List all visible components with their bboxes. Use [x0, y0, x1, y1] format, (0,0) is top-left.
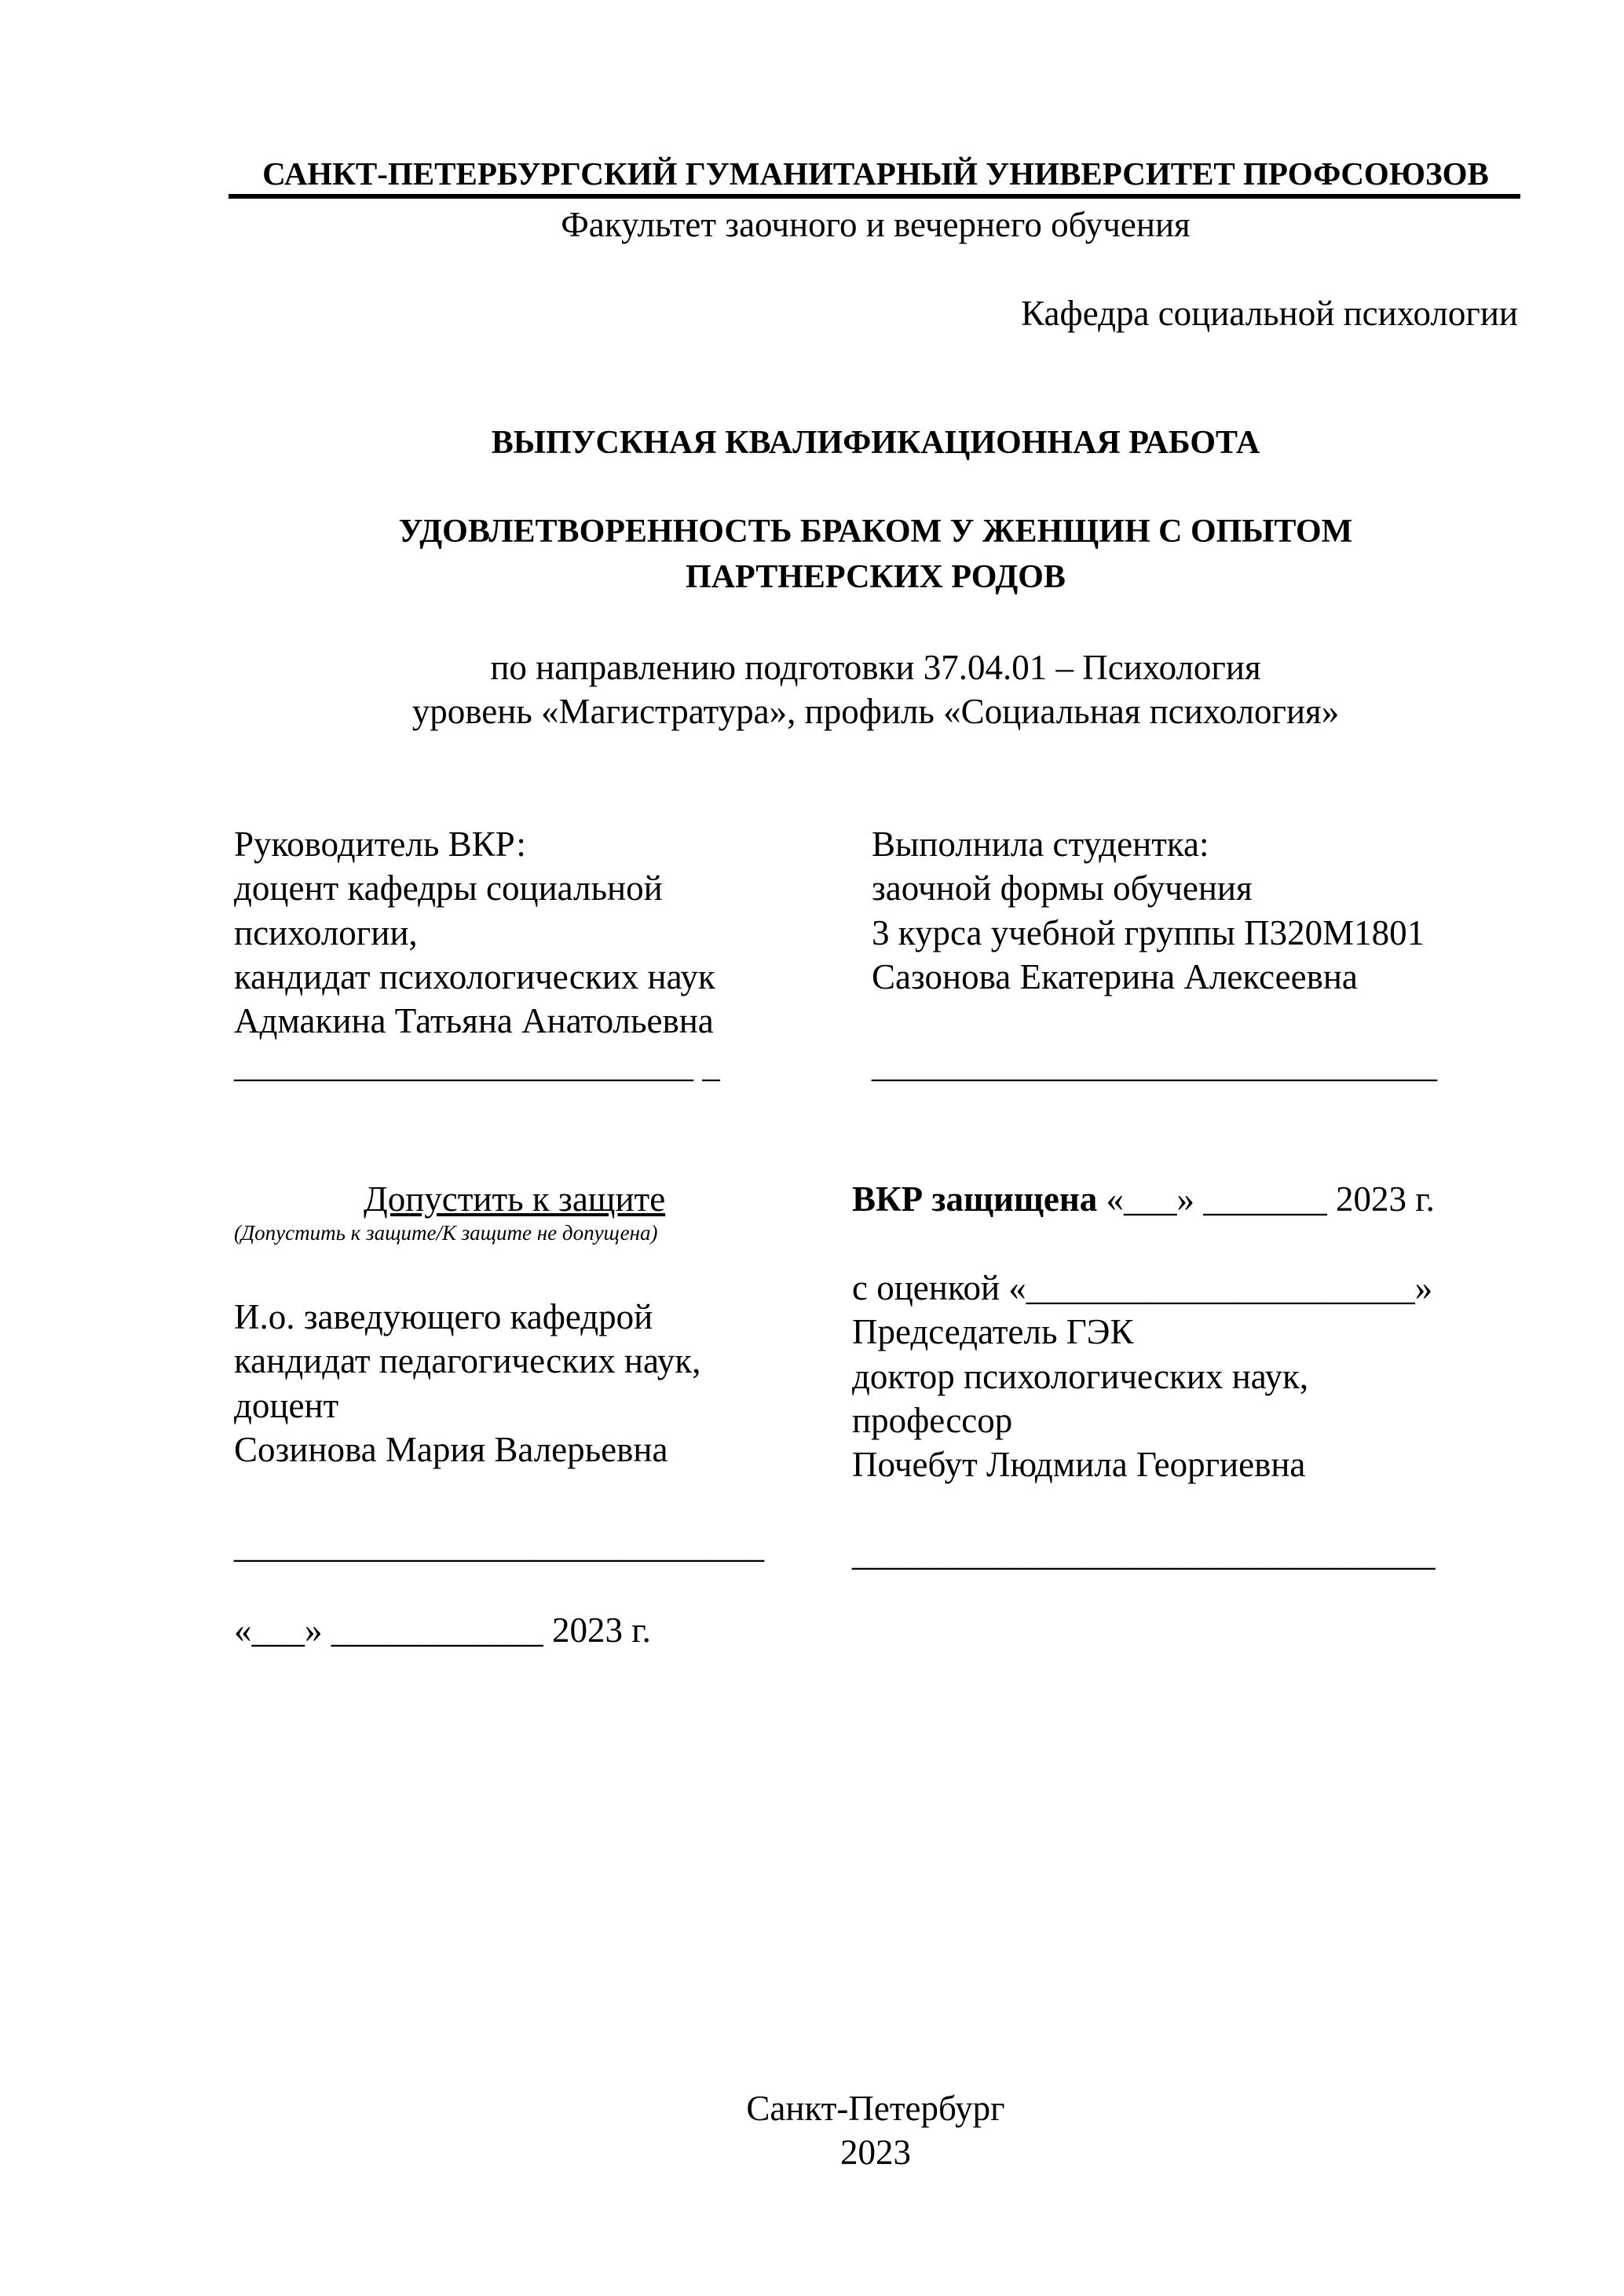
- supervisor-name: Адмакина Татьяна Анатольевна: [234, 1001, 714, 1041]
- topic-line-2: ПАРТНЕРСКИХ РОДОВ: [686, 559, 1066, 595]
- footer-year: 2023: [840, 2133, 911, 2172]
- head-line: И.о. заведующего кафедрой: [234, 1297, 653, 1336]
- supervisor-line: психологии,: [234, 912, 418, 952]
- university-name: САНКТ-ПЕТЕРБУРГСКИЙ ГУМАНИТАРНЫЙ УНИВЕРСИТЕТ ПРОФСОЮЗОВ: [262, 155, 1489, 192]
- supervisor-line: доцент кафедры социальной: [234, 868, 663, 909]
- chair-line: профессор: [852, 1400, 1013, 1440]
- topic-line-1: УДОВЛЕТВОРЕННОСТЬ БРАКОМ У ЖЕНЩИН С ОПЫТОМ: [398, 514, 1353, 550]
- supervisor-line: кандидат психологических наук: [234, 956, 715, 996]
- chair-line: доктор психологических наук,: [852, 1356, 1309, 1396]
- supervisor-line: Руководитель ВКР:: [234, 824, 526, 864]
- defense-grade: с оценкой «______________________»: [852, 1268, 1433, 1307]
- student-block: [872, 822, 1437, 1088]
- chair-signature-line: _________________________________: [852, 1534, 1436, 1573]
- admission-decision: Допустить к защите: [364, 1179, 666, 1219]
- student-name: Сазонова Екатерина Алексеевна: [872, 956, 1358, 996]
- student-line: Выполнила студентка:: [872, 824, 1209, 864]
- header-divider: [229, 194, 1520, 199]
- defense-status: [852, 1177, 1435, 1221]
- defense-label: ВКР защищена: [852, 1179, 1098, 1219]
- head-line: кандидат педагогических наук,: [234, 1341, 701, 1381]
- chair-name: Почебут Людмила Георгиевна: [852, 1445, 1306, 1485]
- head-line: доцент: [234, 1385, 339, 1425]
- admission-date: «___» ____________ 2023 г.: [234, 1610, 651, 1650]
- head-of-department-block: [234, 1295, 700, 1472]
- supervisor-block: [234, 822, 720, 1088]
- student-signature-line: ________________________________: [872, 1045, 1437, 1085]
- department-name: Кафедра социальной психологии: [1021, 294, 1518, 333]
- student-line: 3 курса учебной группы П320М1801: [872, 912, 1425, 952]
- student-line: заочной формы обучения: [872, 868, 1253, 909]
- commission-block: [852, 1266, 1432, 1486]
- direction: по направлению подготовки 37.04.01 – Психология: [490, 648, 1261, 687]
- head-signature-line: ______________________________: [234, 1526, 764, 1565]
- head-name: Созинова Мария Валерьевна: [234, 1429, 668, 1469]
- supervisor-signature-line: __________________________ _: [234, 1045, 720, 1085]
- level-profile: уровень «Магистратура», профиль «Социальная психология»: [411, 692, 1340, 731]
- admission-hint: (Допустить к защите/К защите не допущена): [234, 1221, 658, 1245]
- defense-date: «___» _______ 2023 г.: [1097, 1179, 1435, 1219]
- chair-line: Председатель ГЭК: [852, 1312, 1134, 1352]
- footer-city: Санкт-Петербург: [746, 2089, 1005, 2128]
- work-type: ВЫПУСКНАЯ КВАЛИФИКАЦИОННАЯ РАБОТА: [491, 425, 1260, 461]
- faculty-name: Факультет заочного и вечернего обучения: [561, 205, 1191, 244]
